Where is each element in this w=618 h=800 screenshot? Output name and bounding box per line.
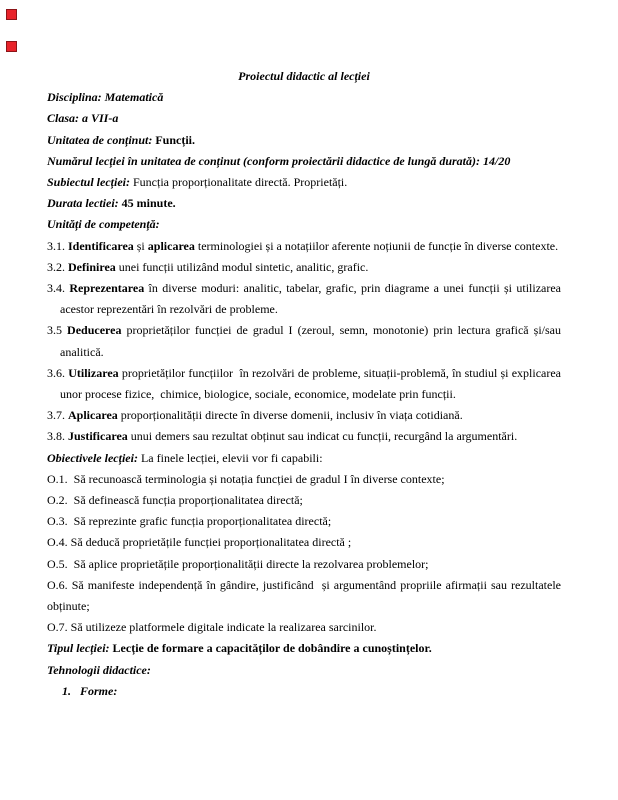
text-segment: Unități de competență: bbox=[47, 217, 160, 232]
heading-obiectivele-lectiei bbox=[47, 448, 561, 469]
text-segment: O.4. Să deducă proprietățile funcției proporționalitatea directă ; bbox=[47, 535, 352, 550]
text-segment: O.2. Să definească funcția proporționalitatea directă; bbox=[47, 493, 303, 508]
text-segment: Identificarea bbox=[68, 238, 134, 253]
text-segment: La finele lecției, elevii vor fi capabili: bbox=[140, 450, 323, 465]
text-segment: O.3. Să reprezinte grafic funcția proporționalitatea directă; bbox=[47, 514, 332, 529]
text-segment: Unitatea de conținut: bbox=[47, 132, 156, 147]
heading-unitati-competenta bbox=[47, 214, 561, 235]
meta-unitatea-continut bbox=[47, 130, 561, 151]
text-segment: în diverse moduri: analitic, tabelar, grafic, prin diagrame a unei funcții și utilizarea acestor reprezentări în rezolvări de probleme. bbox=[60, 281, 561, 317]
text-segment: proporționalității directe în diverse domenii, inclusiv în viața cotidiană. bbox=[117, 408, 463, 423]
text-segment: Utilizarea bbox=[68, 365, 119, 380]
objective-o-1 bbox=[47, 469, 561, 490]
text-segment: 3.2. bbox=[47, 259, 68, 274]
text-segment: Deducerea bbox=[67, 323, 122, 338]
text-segment: Reprezentarea bbox=[69, 281, 145, 296]
doc-title bbox=[47, 66, 561, 87]
text-segment: proprietăților funcțiilor în rezolvări de probleme, situații-problemă, în studiul și explicarea unor procese fizice, chimice, biologice, sociale, economice, modelate prin funcții. bbox=[60, 365, 562, 402]
objective-o-2 bbox=[47, 490, 561, 511]
text-segment: Obiectivele lecției: bbox=[47, 450, 141, 465]
text-segment: Funcții. bbox=[155, 132, 196, 147]
text-segment: 3.7. bbox=[47, 408, 68, 423]
meta-numarul-lectiei bbox=[47, 151, 561, 172]
competence-3-2 bbox=[47, 257, 561, 278]
text-segment: Definirea bbox=[68, 259, 116, 274]
text-segment: aplicarea bbox=[147, 238, 195, 253]
text-segment: Tipul lecției: bbox=[47, 641, 113, 656]
text-segment: 3.4. bbox=[47, 281, 70, 296]
red-square-marker-icon bbox=[6, 9, 17, 20]
text-segment: O.1. Să recunoască terminologia și notația funcției de gradul I în diverse contexte; bbox=[47, 471, 445, 486]
text-segment: unui demers sau rezultat obținut sau indicat cu funcții, recurgând la argumentări. bbox=[127, 429, 518, 444]
objective-o-3 bbox=[47, 511, 561, 532]
text-segment: 45 minute. bbox=[121, 196, 176, 211]
text-segment: Funcția proporționalitate directă. Proprietăți. bbox=[133, 175, 348, 190]
text-segment: Aplicarea bbox=[68, 408, 118, 423]
meta-durata-lectiei bbox=[47, 193, 561, 214]
competence-3-7 bbox=[47, 405, 561, 426]
meta-disciplina bbox=[47, 87, 561, 108]
text-segment: Durata lectiei: bbox=[47, 196, 122, 211]
text-segment: Proiectul didactic al lecției bbox=[238, 69, 370, 83]
heading-tehnologii-didactice bbox=[47, 660, 561, 681]
text-segment: Subiectul lecției: bbox=[47, 175, 133, 190]
text-segment: Disciplina: Matematică bbox=[47, 90, 164, 105]
text-segment: O.5. Să aplice proprietățile proporționalității directe la rezolvarea problemelor; bbox=[47, 556, 429, 571]
document-body bbox=[47, 66, 561, 702]
text-segment: și bbox=[133, 238, 148, 253]
text-segment: Clasa: a VII-a bbox=[47, 111, 119, 126]
meta-clasa bbox=[47, 108, 561, 129]
text-segment: Justificarea bbox=[68, 429, 128, 444]
text-segment: Lecție de formare a capacităților de dobândire a cunoștințelor. bbox=[112, 641, 432, 656]
meta-tipul-lectiei bbox=[47, 638, 561, 659]
text-segment: O.6. Să manifeste independență în gândire, justificând și argumentând propriile afirmații sau rezultatele obținute; bbox=[47, 577, 561, 614]
meta-subiectul-lectiei bbox=[47, 172, 561, 193]
text-segment: O.7. Să utilizeze platformele digitale indicate la realizarea sarcinilor. bbox=[47, 620, 377, 635]
text-segment: 3.6. bbox=[47, 365, 69, 380]
competence-3-6 bbox=[47, 363, 561, 405]
text-segment: terminologiei și a notațiilor aferente noțiunii de funcție în diverse contexte. bbox=[194, 238, 559, 253]
text-segment: 1. Forme: bbox=[62, 683, 118, 698]
competence-3-8 bbox=[47, 426, 561, 447]
competence-3-1 bbox=[47, 236, 561, 257]
text-segment: proprietăților funcției de gradul I (zeroul, semn, monotonie) prin lectura grafică și/sau analitică. bbox=[60, 323, 561, 359]
competence-3-5 bbox=[47, 320, 561, 362]
text-segment: 3.5 bbox=[47, 323, 68, 338]
objective-o-6 bbox=[47, 575, 561, 617]
objective-o-5 bbox=[47, 554, 561, 575]
text-segment: unei funcții utilizând modul sintetic, analitic, grafic. bbox=[115, 259, 369, 274]
red-square-marker-icon bbox=[6, 41, 17, 52]
competence-3-4 bbox=[47, 278, 561, 320]
text-segment: Tehnologii didactice: bbox=[47, 662, 151, 677]
list-item-forme bbox=[47, 681, 561, 702]
objective-o-7 bbox=[47, 617, 561, 638]
text-segment: Numărul lecției în unitatea de conținut (conform proiectării didactice de lungă durată): 14/20 bbox=[47, 153, 511, 168]
text-segment: 3.1. bbox=[47, 238, 68, 253]
objective-o-4 bbox=[47, 532, 561, 553]
text-segment: 3.8. bbox=[47, 429, 68, 444]
